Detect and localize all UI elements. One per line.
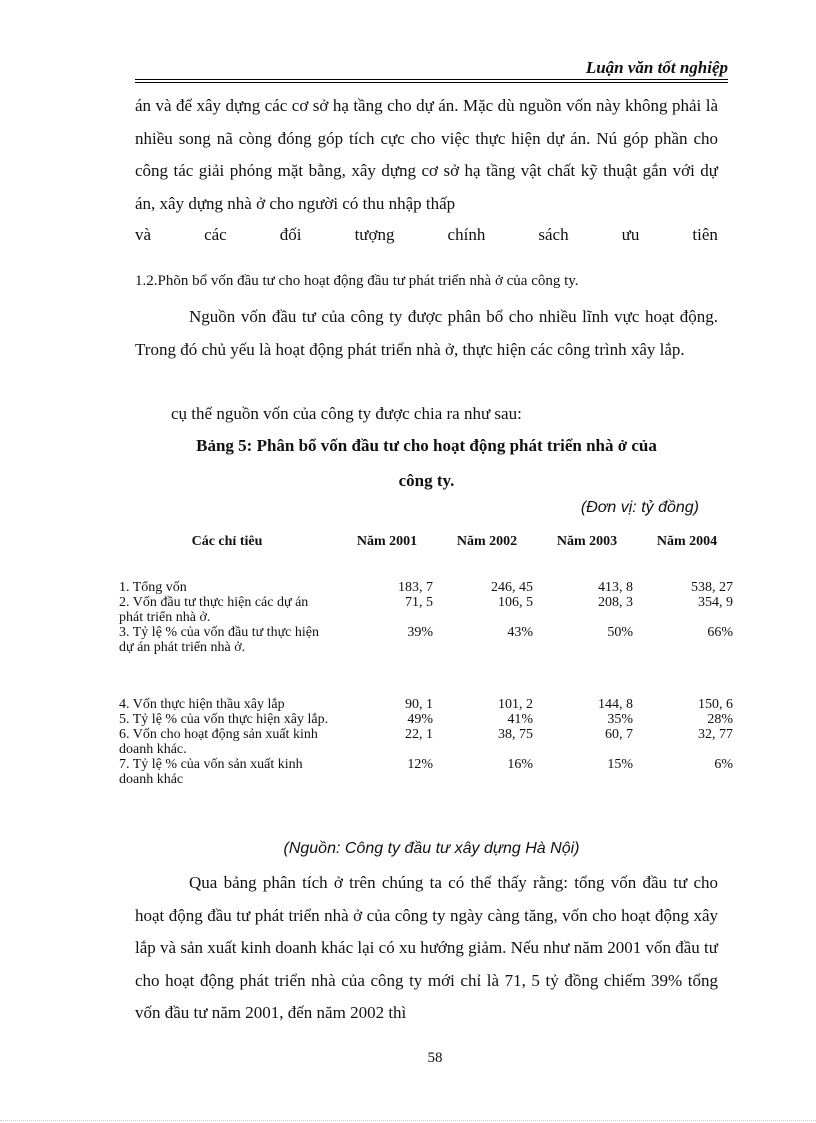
word: sách — [538, 225, 569, 244]
cell: 354, 9 — [698, 595, 733, 610]
word: ưu — [621, 225, 640, 244]
word: và — [135, 225, 152, 244]
cell: 246, 45 — [491, 580, 533, 595]
cell: 66% — [707, 625, 733, 640]
cell: 16% — [507, 757, 533, 772]
cell: 6% — [714, 757, 733, 772]
word: tiên — [692, 225, 718, 244]
section-heading: 1.2.Phõn bổ vốn đầu tư cho hoạt động đầu tư phát triển nhà ở của công ty. — [135, 273, 579, 289]
paragraph-4: Qua bảng phân tích ở trên chúng ta có thể thấy rằng: tổng vốn đầu tư cho hoạt động đầu tư phát triển nhà ở của công ty ngày càng tăng, vốn cho hoạt động xây lắp và sản xuất kinh doanh khác lại có xu hướng giảm. Nếu như năm 2001 vốn đầu tư cho hoạt động phát triển nhà của công ty mới chỉ là 71, 5 tỷ đồng chiếm 39% tổng vốn đầu tư năm 2001, đến năm 2002 thì — [135, 873, 718, 1022]
table-source: (Nguồn: Công ty đầu tư xây dựng Hà Nội) — [283, 840, 580, 857]
cell: 32, 77 — [698, 727, 733, 742]
cell: 38, 75 — [498, 727, 533, 742]
table-row — [117, 757, 737, 787]
spacer-row — [117, 556, 737, 580]
table-header: Năm 2003 — [556, 534, 618, 549]
cell: 538, 27 — [691, 580, 733, 595]
cell: 50% — [607, 625, 633, 640]
table-row — [117, 727, 737, 757]
row-label: 4. Vốn thực hiện thầu xây lắp — [119, 697, 285, 712]
cell: 106, 5 — [498, 595, 533, 610]
row-label: 3. Tỷ lệ % của vốn đầu tư thực hiện dự án phát triển nhà ở. — [119, 625, 319, 655]
page-number: 58 — [427, 1050, 443, 1066]
cell: 28% — [707, 712, 733, 727]
cell: 49% — [407, 712, 433, 727]
cell: 144, 8 — [598, 697, 633, 712]
cell: 90, 1 — [405, 697, 433, 712]
table-row — [117, 595, 737, 625]
row-label: 5. Tỷ lệ % của vốn thực hiện xây lắp. — [119, 712, 329, 727]
paragraph-2: Nguồn vốn đầu tư của công ty được phân bổ cho nhiều lĩnh vực hoạt động. Trong đó chủ yếu là hoạt động phát triển nhà ở, thực hiện các công trình xây lắp. — [135, 307, 718, 359]
cell: 60, 7 — [605, 727, 633, 742]
table-header: Năm 2002 — [456, 534, 518, 549]
data-table — [117, 528, 737, 787]
header-rule-bottom — [135, 82, 728, 83]
row-label: 2. Vốn đầu tư thực hiện các dự án phát triển nhà ở. — [119, 595, 309, 625]
header-rule-top — [135, 79, 728, 80]
table-row — [117, 712, 737, 727]
paragraph-3: cụ thể nguồn vốn của công ty được chia ra như sau: — [171, 404, 522, 423]
row-label: 1. Tổng vốn — [119, 580, 187, 595]
table-header: Các chỉ tiêu — [191, 534, 263, 549]
table-header: Năm 2001 — [356, 534, 418, 549]
paragraph-1-last-line — [135, 225, 718, 245]
page-bottom-border — [0, 1120, 816, 1121]
table-header-row — [117, 528, 737, 556]
word: chính — [447, 225, 486, 244]
cell: 183, 7 — [398, 580, 433, 595]
cell: 150, 6 — [698, 697, 733, 712]
table-caption-line2: công ty. — [398, 471, 455, 490]
table-row — [117, 697, 737, 712]
cell: 39% — [407, 625, 433, 640]
cell: 413, 8 — [598, 580, 633, 595]
word: tượng — [354, 225, 395, 244]
cell: 41% — [507, 712, 533, 727]
cell: 208, 3 — [598, 595, 633, 610]
cell: 71, 5 — [405, 595, 433, 610]
cell: 101, 2 — [498, 697, 533, 712]
table-row — [117, 625, 737, 655]
cell: 35% — [607, 712, 633, 727]
table-caption-line1: Bảng 5: Phân bổ vốn đầu tư cho hoạt động phát triển nhà ở của — [196, 436, 657, 455]
table-unit: (Đơn vị: tỷ đồng) — [580, 499, 699, 516]
row-label: 7. Tỷ lệ % của vốn sản xuất kinh doanh khác — [119, 757, 303, 787]
cell: 12% — [407, 757, 433, 772]
paragraph-1: án và để xây dựng các cơ sở hạ tầng cho dự án. Mặc dù nguồn vốn này không phải là nhiều song nã còng đóng góp tích cực cho việc thực hiện dự án. Nú góp phần cho công tác giải phóng mặt bằng, xây dựng cơ sở hạ tầng vật chất kỹ thuật gắn với dự án, xây dựng nhà ở cho người có thu nhập thấp — [135, 96, 718, 213]
table-row — [117, 580, 737, 595]
word: đối — [279, 225, 302, 244]
row-label: 6. Vốn cho hoạt động sản xuất kinh doanh khác. — [119, 727, 318, 757]
header-title: Luận văn tốt nghiệp — [585, 58, 728, 77]
word: các — [204, 225, 227, 244]
cell: 15% — [607, 757, 633, 772]
cell: 22, 1 — [405, 727, 433, 742]
cell: 43% — [507, 625, 533, 640]
table-header: Năm 2004 — [656, 534, 718, 549]
spacer-row — [117, 655, 737, 697]
